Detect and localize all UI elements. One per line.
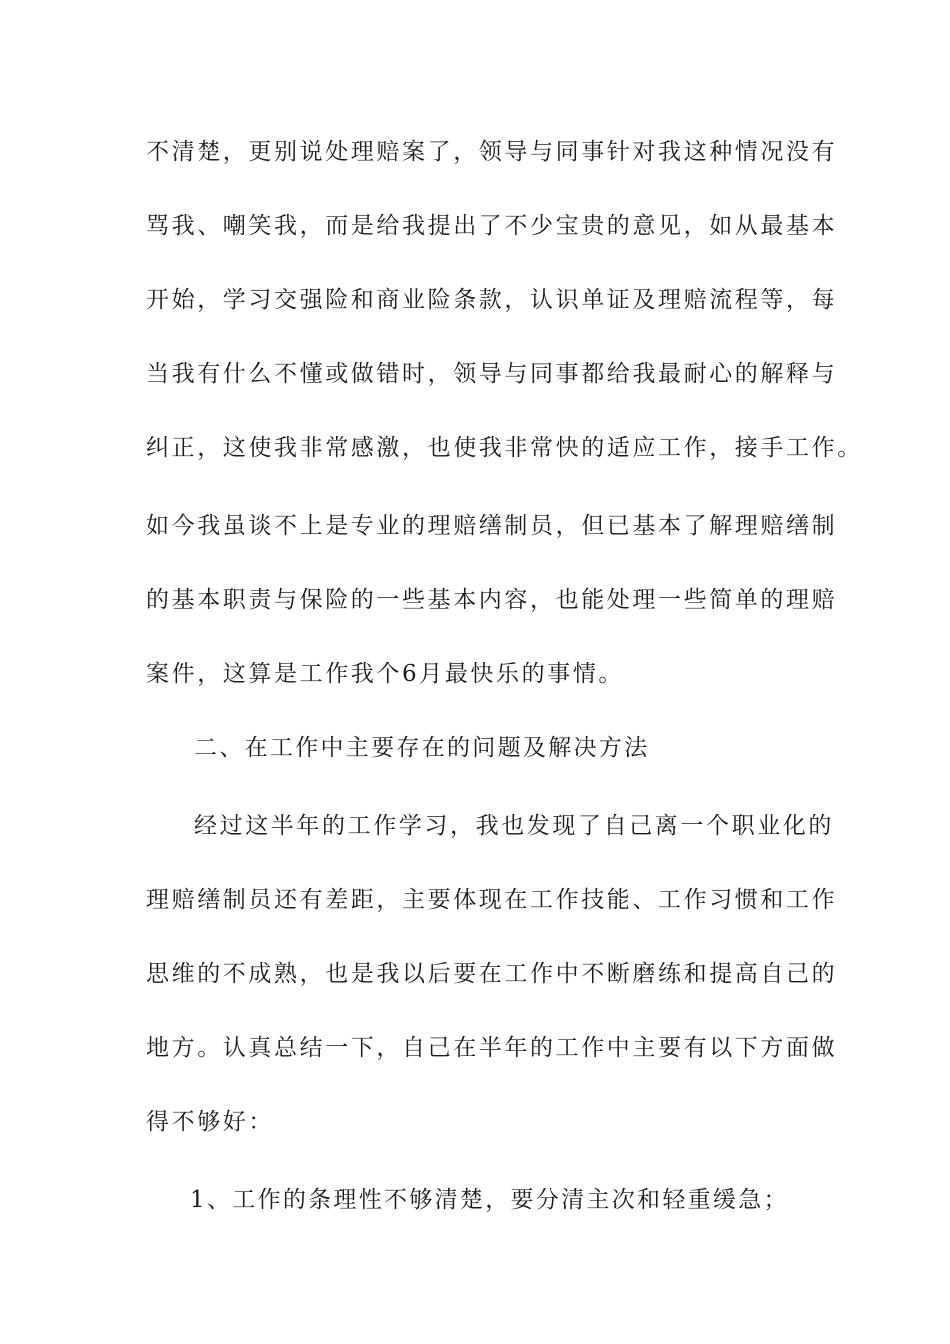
paragraph-line: 理赔缮制员还有差距，主要体现在工作技能、工作习惯和工作 [146, 887, 838, 913]
paragraph-line: 不清楚，更别说处理赔案了，领导与同事针对我这种情况没有 [146, 139, 838, 165]
paragraph-line: 骂我、嘲笑我，而是给我提出了不少宝贵的意见，如从最基本 [146, 213, 838, 239]
list-item: 1、工作的条理性不够清楚，要分清主次和轻重缓急； [190, 1187, 789, 1213]
section-heading: 二、在工作中主要存在的问题及解决方法 [194, 735, 650, 761]
paragraph-line: 开始，学习交强险和商业险条款，认识单证及理赔流程等，每 [146, 287, 838, 313]
paragraph-line: 思维的不成熟，也是我以后要在工作中不断磨练和提高自己的 [146, 961, 838, 987]
paragraph-line: 得不够好： [146, 1109, 274, 1135]
paragraph-line: 当我有什么不懂或做错时，领导与同事都给我最耐心的解释与 [146, 361, 838, 387]
paragraph-line: 如今我虽谈不上是专业的理赔缮制员，但已基本了解理赔缮制 [146, 513, 838, 539]
paragraph-line: 的基本职责与保险的一些基本内容，也能处理一些简单的理赔 [146, 587, 838, 613]
paragraph-line: 纠正，这使我非常感激，也使我非常快的适应工作，接手工作。 [146, 435, 863, 461]
paragraph-line: 经过这半年的工作学习，我也发现了自己离一个职业化的 [194, 813, 834, 839]
paragraph-line: 地方。认真总结一下，自己在半年的工作中主要有以下方面做 [146, 1035, 838, 1061]
paragraph-line: 案件，这算是工作我个6月最快乐的事情。 [146, 661, 625, 687]
